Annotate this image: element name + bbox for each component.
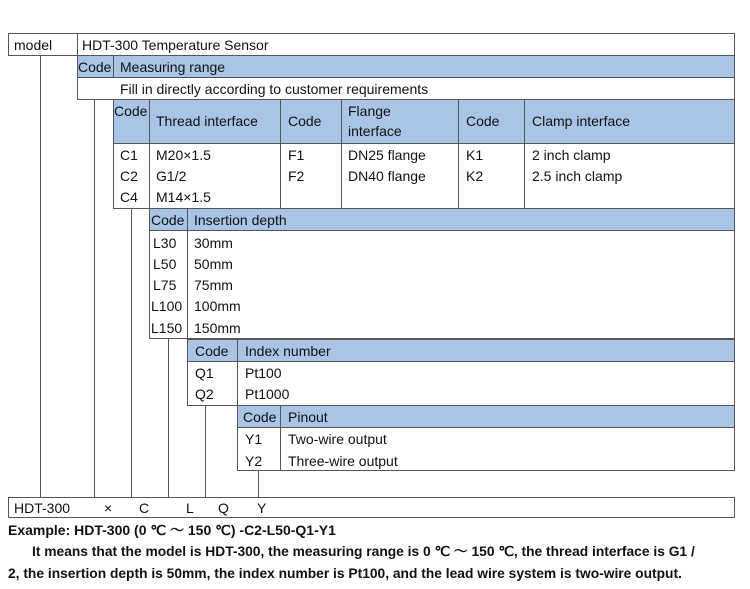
thread-interface-header: Thread interface [156,113,258,129]
composition-row [8,497,735,518]
pinout-value: Three-wire output [288,453,398,469]
composition-model: HDT-300 [14,500,71,516]
connector-line [131,209,132,497]
measuring-range-title: Measuring range [120,59,226,75]
composition-depth: L [186,500,194,516]
insertion-code: L75 [153,277,177,293]
index-code-header: Code [195,343,229,359]
clamp-value: 2 inch clamp [532,147,611,163]
insertion-depth-title: Insertion depth [194,212,287,228]
flange-header-line2: interface [348,123,402,139]
index-number-title: Index number [245,343,331,359]
thread-code-header: Code [114,103,148,119]
flange-code: F1 [288,147,305,163]
flange-code: F2 [288,168,305,184]
clamp-code: K2 [466,168,484,184]
model-value: HDT-300 Temperature Sensor [82,37,269,53]
clamp-code-header: Code [466,113,500,129]
insertion-value: 75mm [194,277,233,293]
thread-value: G1/2 [156,168,187,184]
composition-index: Q [218,500,229,516]
flange-value: DN25 flange [348,147,426,163]
insertion-value: 30mm [194,235,233,251]
pinout-title: Pinout [288,409,328,425]
index-value: Pt100 [245,365,282,381]
explanation-line-2: 2, the insertion depth is 50mm, the index number is Pt100, and the lead wire system is two-wire output. [8,566,682,581]
thread-code: C4 [120,189,138,205]
thread-code: C1 [120,147,138,163]
insertion-code-header: Code [151,212,185,228]
measuring-range-note: Fill in directly according to customer requirements [120,81,429,97]
clamp-code: K1 [466,147,484,163]
insertion-value: 150mm [194,320,241,336]
thread-value: M14×1.5 [156,189,211,205]
index-code: Q1 [195,365,214,381]
composition-range: × [104,500,113,516]
pinout-code: Y2 [245,453,263,469]
insertion-value: 100mm [194,298,241,314]
explanation-line-1: It means that the model is HDT-300, the measuring range is 0 ℃ ～ 150 ℃, the thread interface is G1 / [32,544,695,559]
insertion-code: L30 [153,235,177,251]
measuring-code-header: Code [78,59,112,75]
index-value: Pt1000 [245,386,290,402]
flange-header-line1: Flange [348,103,391,119]
connector-line [40,56,41,497]
connector-line [205,406,206,497]
composition-thread: C [139,500,150,516]
clamp-value: 2.5 inch clamp [532,168,623,184]
insertion-code: L100 [151,298,183,314]
pinout-code: Y1 [245,431,263,447]
connector-line [168,339,169,497]
composition-pinout: Y [257,500,267,516]
insertion-value: 50mm [194,256,233,272]
pinout-value: Two-wire output [288,431,387,447]
insertion-code: L150 [151,320,183,336]
connector-line [94,100,95,497]
clamp-interface-header: Clamp interface [532,113,631,129]
pinout-code-header: Code [243,409,277,425]
flange-value: DN40 flange [348,168,426,184]
thread-code: C2 [120,168,138,184]
example-text: Example: HDT-300 (0 ℃ ～ 150 ℃) -C2-L50-Q1-Y1 [8,522,336,538]
index-code: Q2 [195,386,214,402]
connector-line [258,471,259,497]
insertion-code: L50 [153,256,177,272]
flange-code-header: Code [288,113,322,129]
model-label: model [14,37,53,53]
thread-value: M20×1.5 [156,147,211,163]
